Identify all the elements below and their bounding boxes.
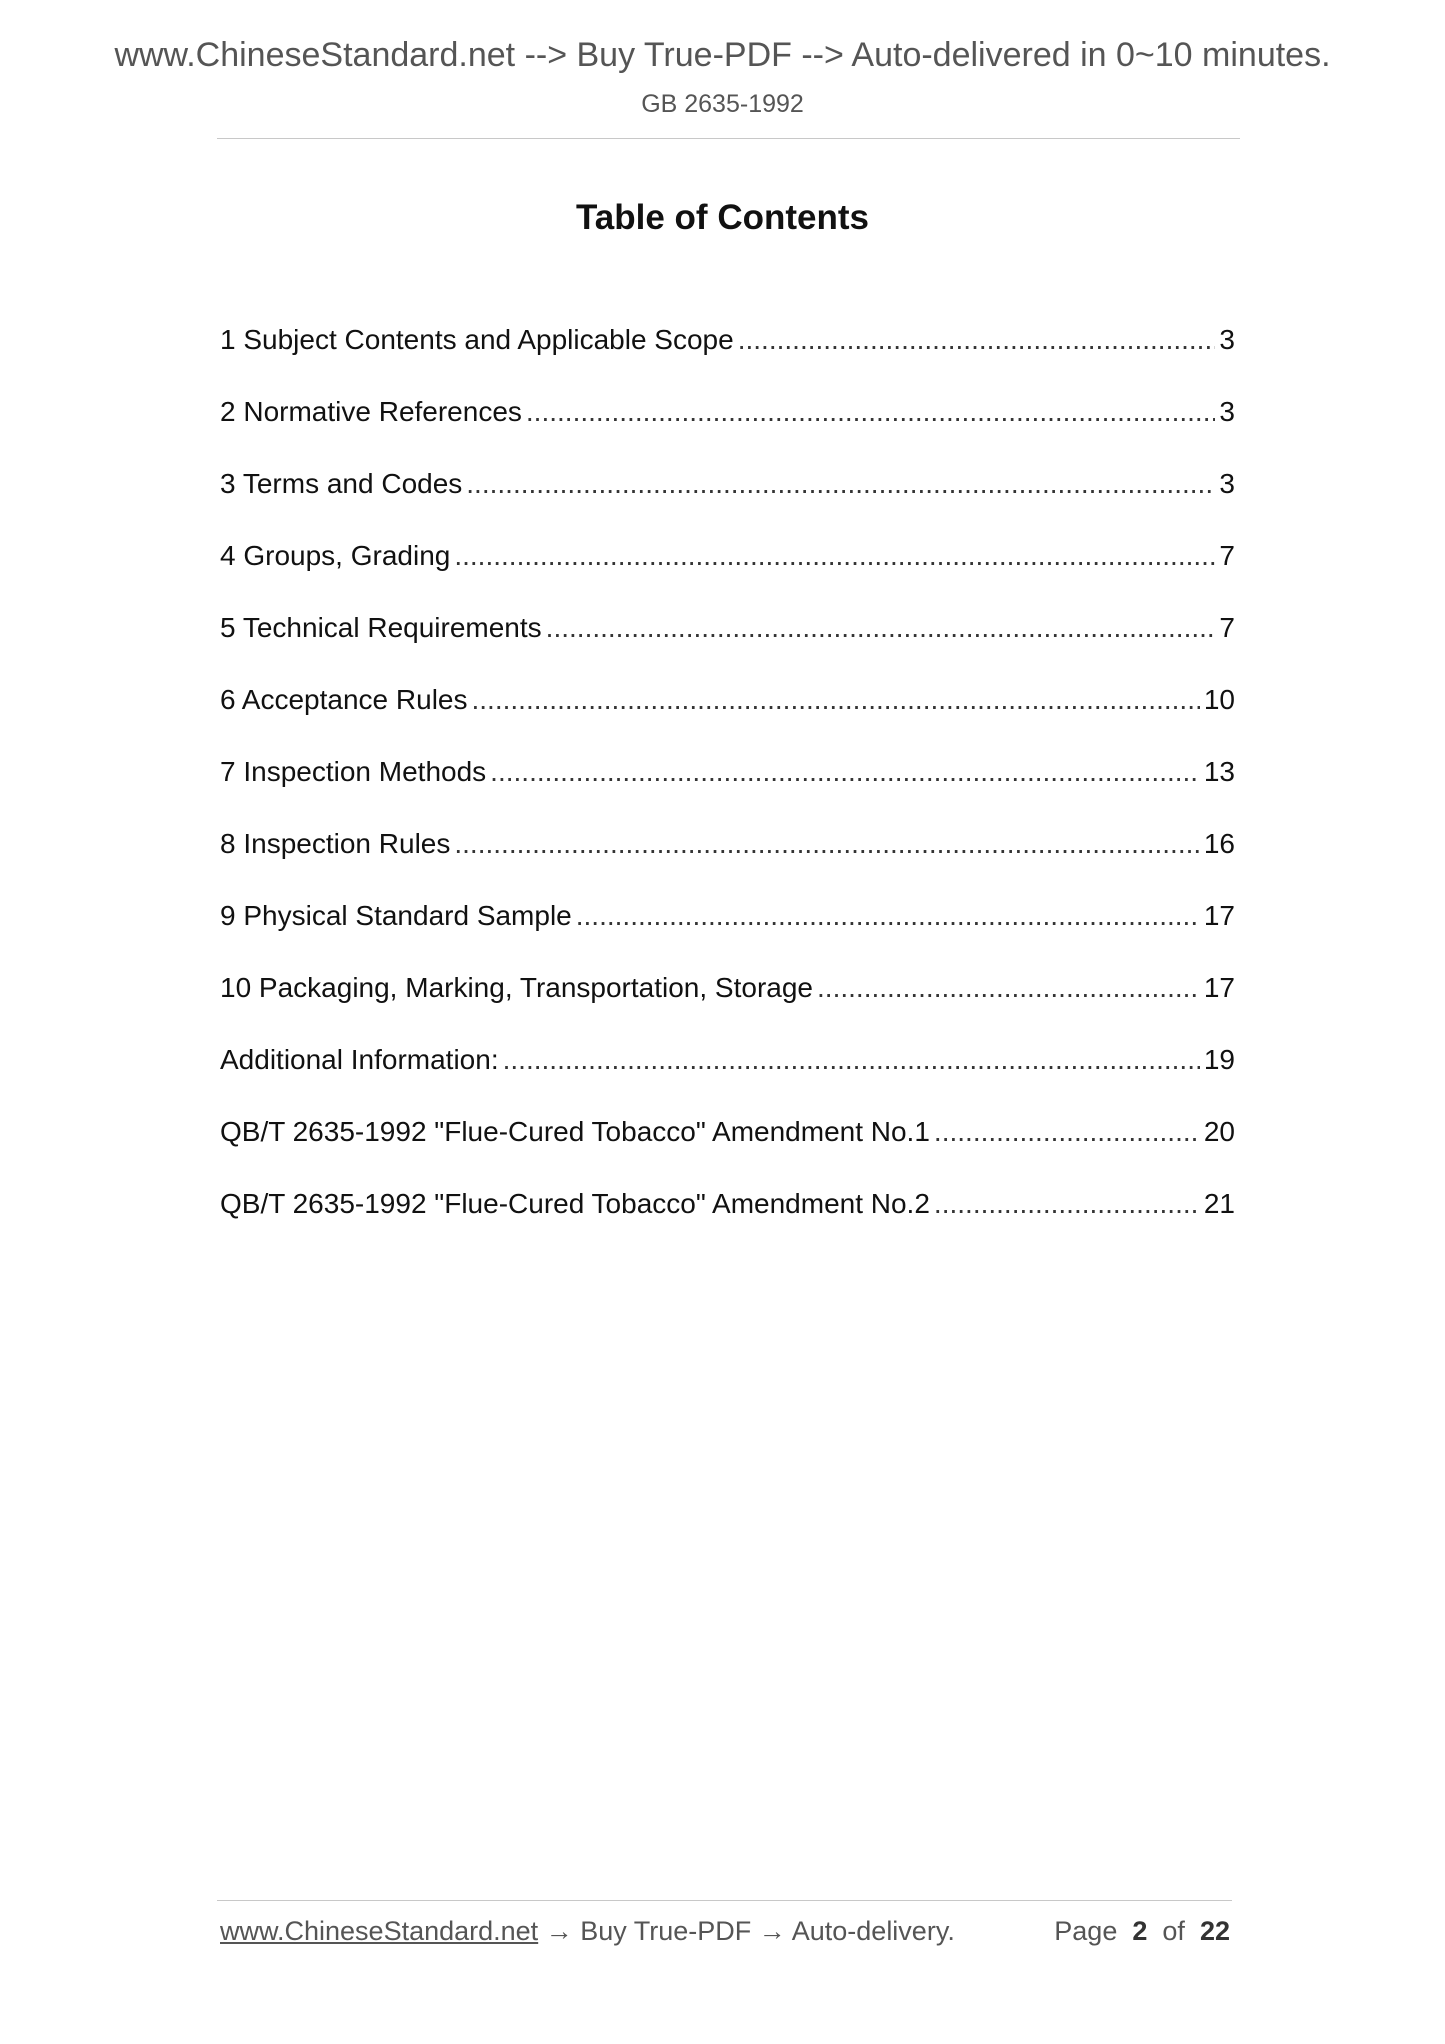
page-title: Table of Contents (576, 198, 869, 237)
toc-entry-normative-references[interactable] (220, 392, 1235, 464)
toc-page-number: 21 (1203, 1188, 1235, 1219)
toc-entry-inspection-rules[interactable] (220, 824, 1235, 896)
footer-page-word: Page (1054, 1916, 1118, 1946)
toc-entry-label: 3 Terms and Codes (220, 468, 463, 499)
toc-page-number: 3 (1219, 396, 1235, 427)
toc-dot-leader (466, 464, 1215, 504)
toc-dot-leader (934, 1112, 1200, 1152)
toc-page-number: 7 (1219, 612, 1235, 643)
toc-entry-label: Additional Information: (220, 1044, 499, 1075)
toc-entry-acceptance-rules[interactable] (220, 680, 1235, 752)
toc-entry-amendment-2[interactable] (220, 1184, 1235, 1256)
toc-entry-label: 10 Packaging, Marking, Transportation, Storage (220, 972, 814, 1003)
toc-entry-physical-standard-sample[interactable] (220, 896, 1235, 968)
toc-entry-additional-information[interactable] (220, 1040, 1235, 1112)
footer-tagline: → Buy True-PDF → Auto-delivery. (538, 1916, 955, 1946)
toc-dot-leader (546, 608, 1216, 648)
footer-page-current: 2 (1132, 1916, 1148, 1946)
toc-dot-leader (503, 1040, 1200, 1080)
footer-divider (217, 1900, 1232, 1901)
toc-dot-leader (526, 392, 1216, 432)
toc-page-number: 3 (1219, 468, 1235, 499)
toc-dot-leader (472, 680, 1200, 720)
toc-page-number: 20 (1203, 1116, 1235, 1147)
toc-entry-label: 1 Subject Contents and Applicable Scope (220, 324, 734, 355)
toc-dot-leader (576, 896, 1200, 936)
toc-entry-inspection-methods[interactable] (220, 752, 1235, 824)
toc-entry-label: 9 Physical Standard Sample (220, 900, 572, 931)
footer-page-indicator (1054, 1916, 1230, 1947)
header-divider (217, 138, 1240, 139)
toc-entry-amendment-1[interactable] (220, 1112, 1235, 1184)
top-banner: www.ChineseStandard.net --> Buy True-PDF --> Auto-delivered in 0~10 minutes. (114, 36, 1331, 74)
toc-dot-leader (454, 536, 1215, 576)
toc-entry-technical-requirements[interactable] (220, 608, 1235, 680)
toc-entry-label: 8 Inspection Rules (220, 828, 451, 859)
toc-dot-leader (934, 1184, 1200, 1224)
toc-entry-terms-and-codes[interactable] (220, 464, 1235, 536)
toc-page-number: 17 (1203, 900, 1235, 931)
toc-entry-label: 4 Groups, Grading (220, 540, 451, 571)
toc-entry-label: 6 Acceptance Rules (220, 684, 468, 715)
footer-of-word: of (1162, 1916, 1185, 1946)
toc-dot-leader (817, 968, 1200, 1008)
document-code: GB 2635-1992 (641, 90, 804, 118)
toc-entry-subject-contents[interactable] (220, 320, 1235, 392)
toc-entry-packaging-marking[interactable] (220, 968, 1235, 1040)
footer-site-link[interactable]: www.ChineseStandard.net (220, 1916, 539, 1946)
footer-page-total: 22 (1199, 1916, 1230, 1946)
toc-page-number: 3 (1219, 324, 1235, 355)
toc-page-number: 19 (1203, 1044, 1235, 1075)
toc-entry-label: QB/T 2635-1992 "Flue-Cured Tobacco" Amendment No.2 (220, 1188, 930, 1219)
toc-entry-label: 7 Inspection Methods (220, 756, 487, 787)
toc-list (220, 320, 1235, 1256)
toc-page-number: 13 (1203, 756, 1235, 787)
toc-entry-label: QB/T 2635-1992 "Flue-Cured Tobacco" Amendment No.1 (220, 1116, 930, 1147)
toc-dot-leader (490, 752, 1200, 792)
toc-entry-label: 2 Normative References (220, 396, 522, 427)
toc-dot-leader (454, 824, 1199, 864)
toc-page-number: 10 (1203, 684, 1235, 715)
page-footer (220, 1916, 1230, 1947)
toc-page-number: 16 (1203, 828, 1235, 859)
toc-entry-label: 5 Technical Requirements (220, 612, 542, 643)
toc-page-number: 17 (1203, 972, 1235, 1003)
toc-entry-groups-grading[interactable] (220, 536, 1235, 608)
toc-page-number: 7 (1219, 540, 1235, 571)
toc-dot-leader (738, 320, 1216, 360)
